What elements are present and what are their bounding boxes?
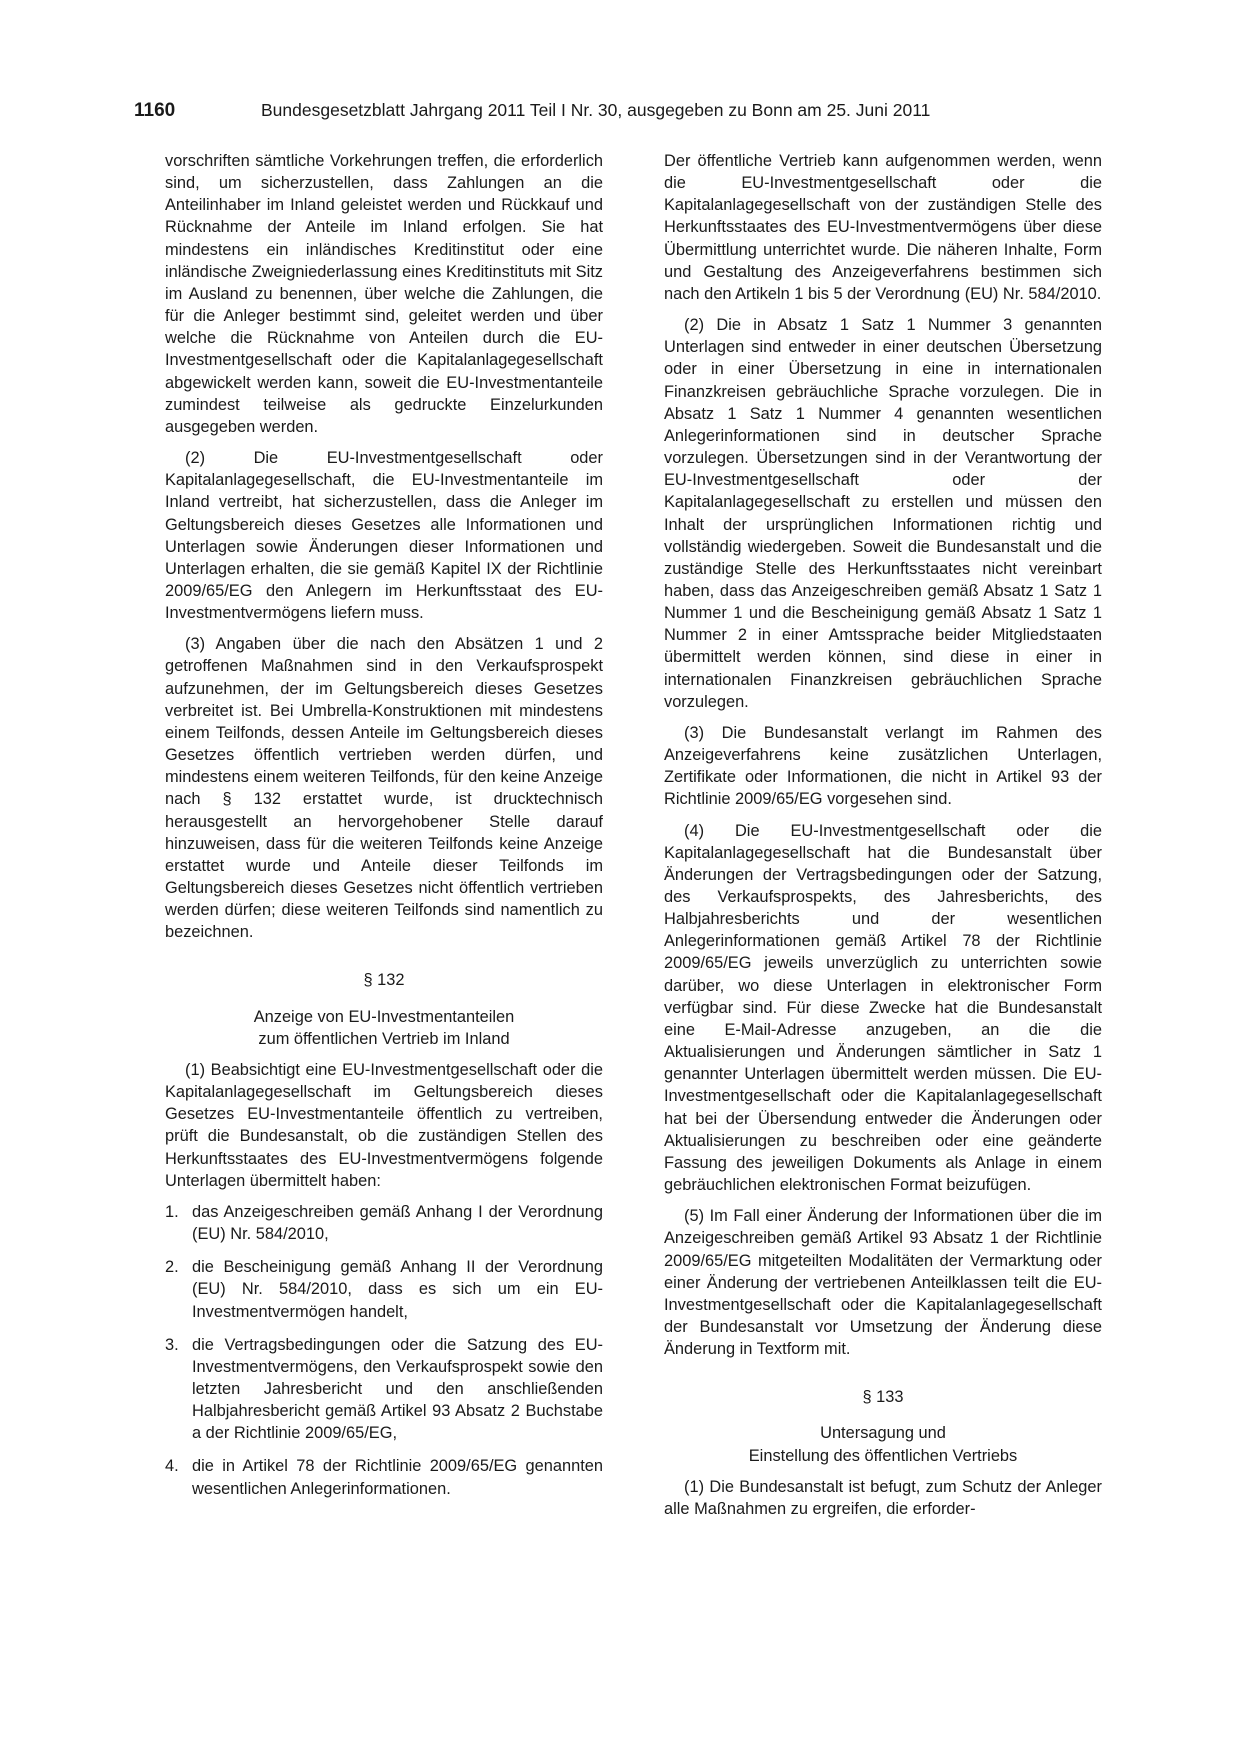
list-item-text: die Vertragsbedingungen oder die Satzung des EU-Investmentvermögens, den Verkaufsprospekt sowie den letzten Jahresbericht und den anschließenden Halbjahresbericht gemäß Artikel 93 Absatz 2 Buchstabe a der Richtlinie 2009/65/EG, — [192, 1335, 603, 1443]
list-item — [165, 1334, 603, 1445]
section-133-title-line-1: Untersagung und — [820, 1424, 946, 1443]
left-column — [165, 150, 603, 1511]
paragraph-continuation: vorschriften sämtliche Vorkehrungen treffen, die erforderlich sind, um sicherzustellen, dass Zahlungen an die Anteilinhaber im Inland geleistet werden und Rückkauf und Rücknahme der Anteile im Inland erfolgen. Sie hat mindestens ein inländisches Kreditinstitut oder eine inländische Zweigniederlassung eines Kreditinstituts mit Sitz im Ausland zu benennen, über welche die Zahlungen, die für die Anleger bestimmt sind, geleitet werden und über welche die Rücknahme von Anteilen durch die EU-Investmentgesellschaft oder die Kapitalanlagegesellschaft abgewickelt werden kann, soweit die EU-Investmentanteile zumindest teilweise als gedruckte Einzelurkunden ausgegeben werden. — [165, 152, 603, 436]
section-132-title — [165, 1006, 603, 1050]
paragraph-5: (5) Im Fall einer Änderung der Informationen über die im Anzeigeschreiben gemäß Artikel 93 Absatz 1 der Richtlinie 2009/65/EG mitgeteilten Modalitäten der Vermarktung oder einer Änderung der vertriebenen Anteilklassen teilt die EU-Investmentgesellschaft oder die Kapitalanlagegesellschaft der Bundesanstalt vor Umsetzung der Änderung diese Änderung in Textform mit. — [664, 1207, 1102, 1359]
list-item-number: 1. — [165, 1202, 179, 1221]
paragraph-2: (2) Die in Absatz 1 Satz 1 Nummer 3 genannten Unterlagen sind entweder in einer deutschen Übersetzung oder in einer Übersetzung in eine in internationalen Finanzkreisen gebräuchliche Sprache vorzulegen. Die in Absatz 1 Satz 1 Nummer 4 genannten wesentlichen Anlegerinformationen sind in deutscher Sprache vorzulegen. Übersetzungen sind in der Verantwortung der EU-Investmentgesellschaft oder der Kapitalanlagegesellschaft zu erstellen und müssen den Inhalt der ursprünglichen Informationen richtig und vollständig wiedergeben. Soweit die Bundesanstalt und die zuständige Stelle des Herkunftsstaates nicht vereinbart haben, dass das Anzeigeschreiben gemäß Absatz 1 Satz 1 Nummer 1 und die Bescheinigung gemäß Absatz 1 Satz 1 Nummer 2 in einer Amtssprache beider Mitgliedstaaten übermittelt werden können, sind diese in einer in internationalen Finanzkreisen gebräuchlichen Sprache vorzulegen. — [664, 316, 1102, 711]
paragraph-4: (4) Die EU-Investmentgesellschaft oder die Kapitalanlagegesellschaft hat die Bundesanstalt über Änderungen der Vertragsbedingungen oder der Satzung, des Verkaufsprospekts, des Jahresberichts, des Halbjahresberichts und der wesentlichen Anlegerinformationen gemäß Artikel 78 der Richtlinie 2009/65/EG jeweils unverzüglich zu unterrichten sowie darüber, wo diese Unterlagen in elektronischer Form verfügbar sind. Für diese Zwecke hat die Bundesanstalt eine E-Mail-Adresse anzugeben, an die die Aktualisierungen und Änderungen sämtlicher in Satz 1 genannter Unterlagen übermittelt werden müssen. Die EU-Investmentgesellschaft oder die Kapitalanlagegesellschaft hat bei der Übersendung entweder die Änderungen oder Aktualisierungen zu beschreiben oder eine geänderte Fassung des jeweiligen Dokuments als Anlage in einem gebräuchlichen elektronischen Format beizufügen. — [664, 821, 1102, 1195]
paragraph-3: (3) Die Bundesanstalt verlangt im Rahmen des Anzeigeverfahrens keine zusätzlichen Unterlagen, Zertifikate oder Informationen, die nicht in Artikel 93 der Richtlinie 2009/65/EG vorgesehen sind. — [664, 723, 1102, 809]
paragraph-3: (3) Angaben über die nach den Absätzen 1 und 2 getroffenen Maßnahmen sind in den Verkaufsprospekt aufzunehmen, der im Geltungsbereich dieses Gesetzes verbreitet ist. Bei Umbrella-Konstruktionen mit mindestens einem Teilfonds, dessen Anteile im Geltungsbereich dieses Gesetzes öffentlich vertrieben werden dürfen, und mindestens einem weiteren Teilfonds, für den keine Anzeige nach § 132 erstattet wurde, ist drucktechnisch herausgestellt an hervorgehobener Stelle darauf hinzuweisen, dass für die weiteren Teilfonds keine Anzeige erstattet wurde und Anteile dieser Teilfonds im Geltungsbereich dieses Gesetzes nicht öffentlich vertrieben werden dürfen; diese weiteren Teilfonds sind namentlich zu bezeichnen. — [165, 635, 603, 942]
section-133-title — [664, 1422, 1102, 1466]
list-item-text: die in Artikel 78 der Richtlinie 2009/65/EG genannten wesentlichen Anlegerinformationen. — [192, 1457, 603, 1498]
page-number: 1160 — [134, 100, 176, 121]
list-item-text: die Bescheinigung gemäß Anhang II der Verordnung (EU) Nr. 584/2010, dass es sich um ein EU-Investmentvermögen handelt, — [192, 1258, 603, 1321]
list-item — [165, 1256, 603, 1322]
paragraph-continuation: Der öffentliche Vertrieb kann aufgenommen werden, wenn die EU-Investmentgesellschaft oder die Kapitalanlagegesellschaft von der zuständigen Stelle des Herkunftsstaates des EU-Investmentvermögens über diese Übermittlung unterrichtet wurde. Die näheren Inhalte, Form und Gestaltung des Anzeigeverfahrens bestimmen sich nach den Artikeln 1 bis 5 der Verordnung (EU) Nr. 584/2010. — [664, 152, 1102, 303]
list-item-number: 2. — [165, 1258, 179, 1277]
section-132-paragraph-1: (1) Beabsichtigt eine EU-Investmentgesellschaft oder die Kapitalanlagegesellschaft im Geltungsbereich dieses Gesetzes EU-Investmentanteile öffentlich zu vertreiben, prüft die Bundesanstalt, ob die zuständigen Stellen des Herkunftsstaates des EU-Investmentvermögens folgende Unterlagen übermittelt haben: — [165, 1060, 603, 1190]
right-column — [664, 150, 1102, 1529]
list-item-text: das Anzeigeschreiben gemäß Anhang I der Verordnung (EU) Nr. 584/2010, — [192, 1202, 603, 1244]
section-133-title-line-2: Einstellung des öffentlichen Vertriebs — [748, 1446, 1018, 1465]
page-header — [134, 100, 1134, 126]
section-132-title-line-2: zum öffentlichen Vertrieb im Inland — [258, 1029, 510, 1048]
list-item — [165, 1201, 603, 1245]
running-head: Bundesgesetzblatt Jahrgang 2011 Teil I Nr. 30, ausgegeben zu Bonn am 25. Juni 2011 — [261, 100, 931, 120]
section-133-paragraph-1: (1) Die Bundesanstalt ist befugt, zum Schutz der Anleger alle Maßnahmen zu ergreifen, die erforder- — [664, 1477, 1102, 1518]
list-item — [165, 1455, 603, 1499]
document-list — [165, 1201, 603, 1500]
paragraph-2: (2) Die EU-Investmentgesellschaft oder Kapitalanlagegesellschaft, die EU-Investmentanteile im Inland vertreibt, hat sicherzustellen, dass die Anleger im Geltungsbereich dieses Gesetzes alle Informationen und Unterlagen sowie Änderungen dieser Informationen und Unterlagen erhalten, die sie gemäß Kapitel IX der Richtlinie 2009/65/EG den Anlegern im Herkunftsstaat des EU-Investmentvermögens liefern muss. — [165, 449, 603, 623]
list-item-number: 4. — [165, 1457, 179, 1476]
section-132-title-line-1: Anzeige von EU-Investmentanteilen — [253, 1007, 515, 1026]
section-132-number: § 132 — [363, 971, 405, 990]
list-item-number: 3. — [165, 1335, 179, 1354]
section-133-number: § 133 — [862, 1388, 904, 1407]
